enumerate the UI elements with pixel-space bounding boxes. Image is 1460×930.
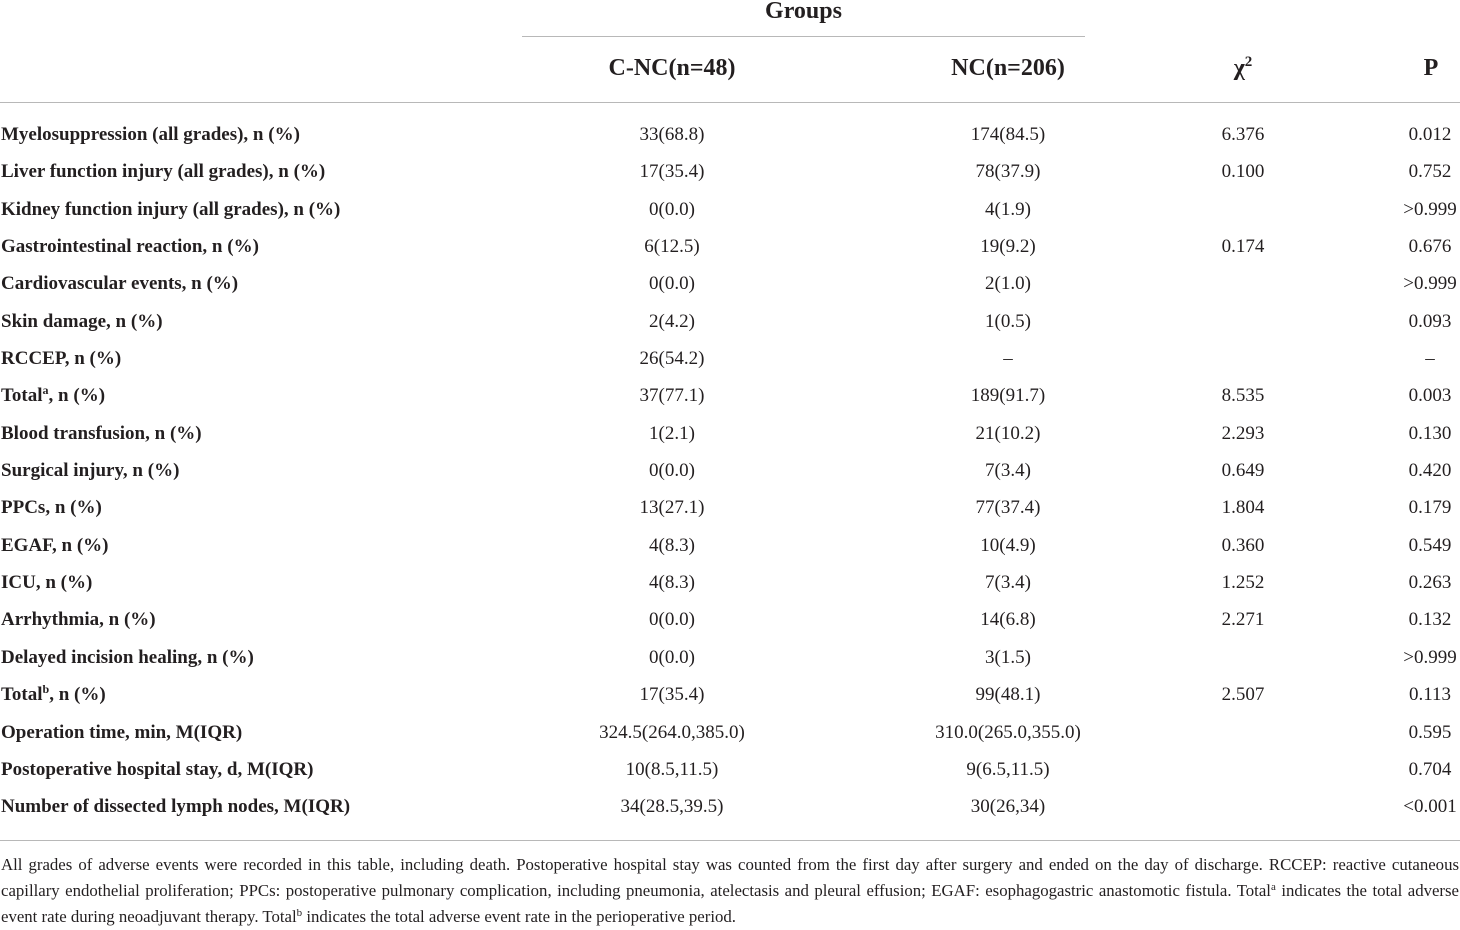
row-label-text: Total: [1, 684, 43, 706]
cell-nc: 19(9.2): [980, 236, 1036, 258]
chi-symbol: χ: [1233, 55, 1245, 81]
row-label: [1, 191, 340, 228]
cell-nc: 174(84.5): [970, 124, 1046, 145]
cell-p-value: 0.179: [1408, 497, 1452, 519]
row-label: [1, 489, 102, 526]
cell-nc: 189(91.7): [970, 385, 1046, 407]
table-row: [0, 564, 1460, 601]
cell-nc: –: [1003, 348, 1013, 370]
groups-header: Groups: [765, 0, 842, 24]
footnote-sup-a: a: [1270, 881, 1276, 893]
row-label-text: Operation time, min, M(IQR): [1, 721, 243, 743]
row-label: [1, 751, 313, 788]
cell-nc: 2(1.0): [985, 273, 1031, 295]
cell-chi-square: 0.174: [1221, 236, 1265, 258]
cell-chi-square: 1.252: [1221, 572, 1265, 594]
cell-chi-square: 8.535: [1221, 385, 1265, 407]
cell-nc: 30(26,34): [970, 796, 1046, 818]
row-label: [1, 228, 259, 265]
cell-cnc: 0(0.0): [649, 609, 695, 631]
cell-p-value: 0.752: [1408, 161, 1452, 183]
row-label-text: Delayed incision healing, n (%): [1, 646, 254, 668]
table-row: [0, 228, 1460, 265]
row-label-text: Cardiovascular events, n (%): [1, 273, 239, 295]
row-label-text: Myelosuppression (all grades), n (%): [1, 124, 300, 145]
row-label-text: ICU, n (%): [1, 572, 93, 594]
cell-nc: 9(6.5,11.5): [966, 758, 1050, 780]
cell-p-value: 0.130: [1408, 422, 1452, 444]
cell-cnc: 4(8.3): [649, 534, 695, 556]
footnote-text-3: indicates the total adverse event rate in the perioperative period.: [302, 907, 736, 926]
cell-nc: 99(48.1): [975, 684, 1041, 706]
row-label: [1, 676, 106, 713]
table-row: [0, 452, 1460, 489]
table-row: [0, 153, 1460, 190]
col-header-chi-square: [1193, 52, 1293, 84]
table-footnote: [1, 852, 1459, 930]
cell-p-value: 0.012: [1408, 124, 1452, 145]
cell-nc: 310.0(265.0,355.0): [935, 721, 1081, 743]
cell-cnc: 37(77.1): [639, 385, 705, 407]
cell-cnc: 6(12.5): [644, 236, 700, 258]
row-label-text: Kidney function injury (all grades), n (%): [1, 198, 341, 220]
cell-cnc: 4(8.3): [649, 572, 695, 594]
row-label: [1, 639, 254, 676]
cell-chi-square: 0.100: [1221, 161, 1265, 183]
footnote-text-2: indicates the total adverse event rate during neoadjuvant therapy. Total: [1, 881, 1459, 926]
table-row: [0, 340, 1460, 377]
cell-nc: 77(37.4): [975, 497, 1041, 519]
cell-nc: 7(3.4): [985, 460, 1031, 482]
cell-p-value: >0.999: [1403, 646, 1457, 668]
cell-cnc: 34(28.5,39.5): [620, 796, 724, 818]
cell-nc: 78(37.9): [975, 161, 1041, 183]
table-row: [0, 601, 1460, 638]
table-row: [0, 527, 1460, 564]
row-label-text: Liver function injury (all grades), n (%): [1, 161, 326, 183]
table-row: [0, 489, 1460, 526]
cell-nc: 4(1.9): [985, 198, 1031, 220]
row-label-text: Total: [1, 385, 43, 407]
cell-chi-square: 0.649: [1221, 460, 1265, 482]
row-label: [1, 452, 179, 489]
row-label-text: Blood transfusion, n (%): [1, 422, 202, 444]
row-label-text: Gastrointestinal reaction, n (%): [1, 236, 259, 258]
cell-chi-square: 2.293: [1221, 422, 1265, 444]
footnote-text-1: All grades of adverse events were recorded in this table, including death. Postoperative hospital stay was counted from the first day after surgery and ended on the day of discharge. RCCEP: reactive cutaneous capillary endothelial proliferation; PPCs: postoperative pulmonary complication, including pneumonia, atelectasis and pleural effusion; EGAF: esophagogastric anastomotic fistula. Total: [1, 855, 1459, 900]
col-header-nc: NC(n=206): [951, 55, 1065, 81]
cell-p-value: 0.003: [1408, 385, 1452, 407]
row-label-text: Skin damage, n (%): [1, 310, 163, 332]
row-label-text: EGAF, n (%): [1, 534, 109, 556]
cell-p-value: –: [1425, 348, 1435, 370]
row-label: [1, 153, 325, 190]
row-label-text: Surgical injury, n (%): [1, 460, 180, 482]
row-label: [1, 265, 238, 302]
cell-p-value: 0.676: [1408, 236, 1452, 258]
row-label: [1, 527, 109, 564]
cell-p-value: 0.132: [1408, 609, 1452, 631]
cell-chi-square: 1.804: [1221, 497, 1265, 519]
cell-chi-square: 0.360: [1221, 534, 1265, 556]
row-label: [1, 340, 121, 377]
cell-cnc: 0(0.0): [649, 460, 695, 482]
row-label-text: RCCEP, n (%): [1, 348, 122, 370]
row-label-text: PPCs, n (%): [1, 497, 102, 519]
cell-cnc: 0(0.0): [649, 273, 695, 295]
table-row: [0, 676, 1460, 713]
cell-cnc: 10(8.5,11.5): [625, 758, 719, 780]
footnote-sup-b: b: [296, 907, 303, 919]
row-label-suffix: , n (%): [49, 684, 106, 706]
table-row: [0, 751, 1460, 788]
table-row: [0, 714, 1460, 751]
cell-chi-square: 2.507: [1221, 684, 1265, 706]
table-row: [0, 639, 1460, 676]
cell-nc: 7(3.4): [985, 572, 1031, 594]
cell-nc: 21(10.2): [975, 422, 1041, 444]
footer-rule: [0, 840, 1460, 841]
cell-cnc: 26(54.2): [639, 348, 705, 370]
row-label: [1, 303, 163, 340]
cell-nc: 1(0.5): [985, 310, 1031, 332]
table-row: [0, 415, 1460, 452]
groups-divider: [522, 36, 1085, 37]
col-header-cnc: C-NC(n=48): [608, 55, 736, 81]
cell-cnc: 33(68.8): [639, 124, 705, 145]
cell-nc: 14(6.8): [980, 609, 1036, 631]
cell-nc: 3(1.5): [985, 646, 1031, 668]
row-label-text: Arrhythmia, n (%): [1, 609, 156, 631]
row-label: [1, 564, 92, 601]
cell-p-value: >0.999: [1403, 273, 1457, 295]
cell-cnc: 0(0.0): [649, 646, 695, 668]
cell-p-value: 0.549: [1408, 534, 1452, 556]
header-rule: [0, 102, 1460, 103]
cell-p-value: 0.595: [1408, 721, 1452, 743]
cell-p-value: <0.001: [1403, 796, 1457, 818]
cell-p-value: 0.704: [1408, 758, 1452, 780]
cell-cnc: 324.5(264.0,385.0): [599, 721, 745, 743]
cell-p-value: 0.263: [1408, 572, 1452, 594]
table-row: [0, 191, 1460, 228]
row-label-superscript: a: [42, 383, 49, 398]
cell-cnc: 17(35.4): [639, 161, 705, 183]
table-row: [0, 788, 1460, 825]
chi-superscript: 2: [1244, 54, 1253, 70]
row-label: [1, 601, 156, 638]
cell-nc: 10(4.9): [980, 534, 1036, 556]
table-row: [0, 377, 1460, 414]
row-label-text: Postoperative hospital stay, d, M(IQR): [1, 758, 314, 780]
cell-p-value: 0.113: [1408, 684, 1452, 706]
table-row: [0, 116, 1460, 153]
row-label-superscript: b: [42, 682, 50, 697]
table-row: [0, 303, 1460, 340]
cell-cnc: 17(35.4): [639, 684, 705, 706]
table-row: [0, 265, 1460, 302]
row-label-text: Number of dissected lymph nodes, M(IQR): [1, 796, 351, 818]
cell-chi-square: 6.376: [1221, 124, 1265, 145]
row-label: [1, 377, 105, 414]
row-label: [1, 714, 242, 751]
cell-cnc: 0(0.0): [649, 198, 695, 220]
cell-p-value: 0.420: [1408, 460, 1452, 482]
row-label: [1, 788, 350, 825]
row-label-suffix: , n (%): [48, 385, 106, 407]
cell-p-value: 0.093: [1408, 310, 1452, 332]
table-body: [0, 116, 1460, 826]
cell-cnc: 2(4.2): [649, 310, 695, 332]
row-label: [1, 116, 300, 153]
cell-cnc: 1(2.1): [649, 422, 695, 444]
cell-cnc: 13(27.1): [639, 497, 705, 519]
row-label: [1, 415, 202, 452]
cell-p-value: >0.999: [1403, 198, 1457, 220]
col-header-p: P: [1423, 55, 1439, 81]
cell-chi-square: 2.271: [1221, 609, 1265, 631]
